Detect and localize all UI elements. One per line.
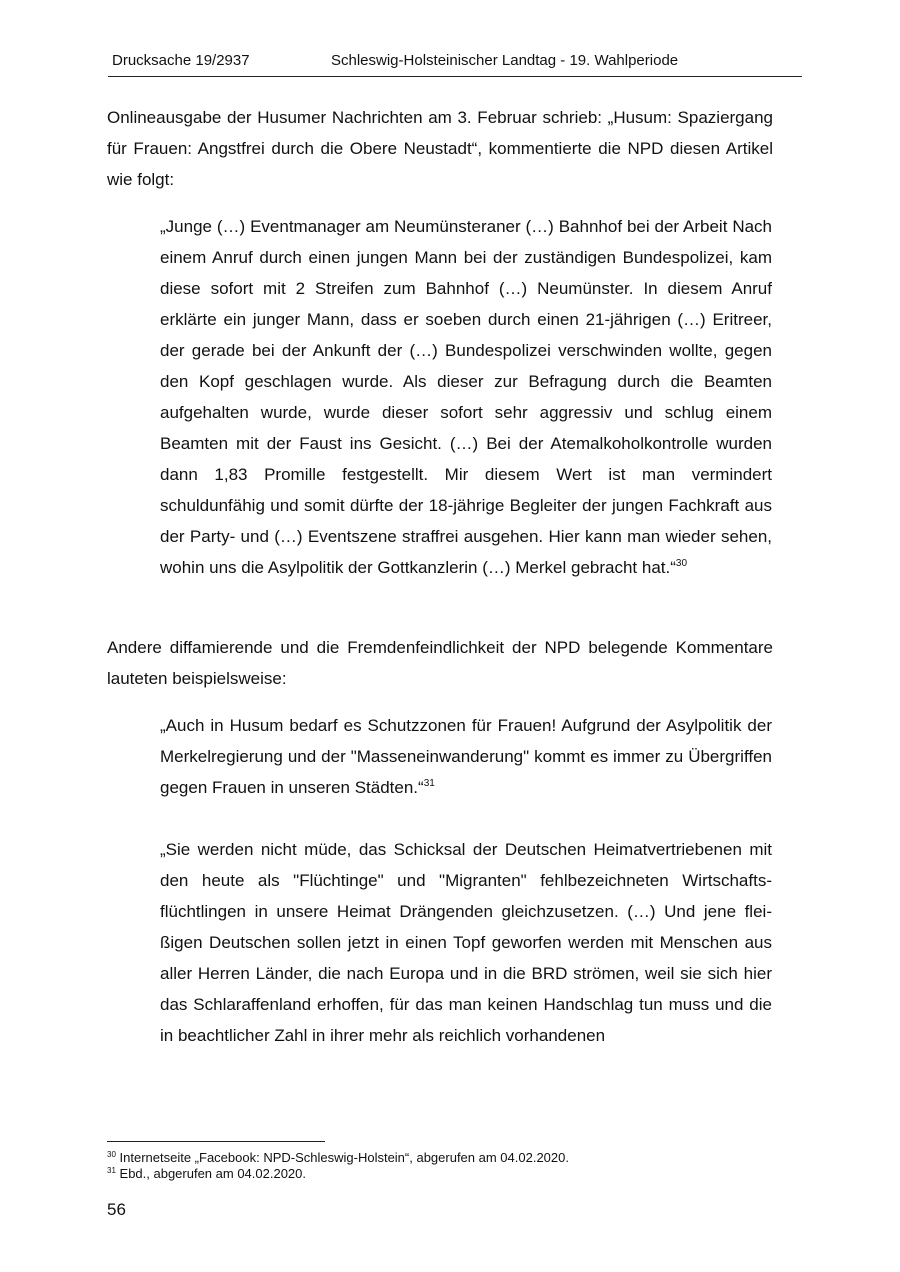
footnote-item (107, 1166, 569, 1182)
intro-paragraph: Onlineausgabe der Husumer Nachrichten am 3. Februar schrieb: „Husum: Spaziergang für Frauen: Angstfrei durch die Obere Neustadt“, kommentierte die NPD diesen Artikel wie folgt: (107, 108, 773, 189)
document-number: Drucksache 19/2937 (112, 52, 250, 69)
parliament-title: Schleswig-Holsteinischer Landtag - 19. Wahlperiode (331, 52, 679, 69)
block-quote-2 (160, 710, 772, 803)
block-quote-1-text: „Junge (…) Eventmanager am Neumünsteraner (…) Bahnhof bei der Arbeit Nach einem Anruf durch einen jungen Mann bei der zuständigen Bundespolizei, kam diese sofort mit 2 Streifen zum Bahnhof (…) Neumünster. In diesem Anruf erklärte ein junger Mann, dass er soeben durch einen 21-jährigen (…) Eritreer, der gerade bei der Ankunft der (…) Bundespolizei verschwinden wollte, gegen den Kopf geschlagen wurde. Als dieser zur Befragung durch die Beamten aufgehalten wurde, wurde dieser sofort sehr aggressiv und schlug einem Beamten mit der Faust ins Gesicht. (…) Bei der Atemalkoholkontrolle wurden dann 1,83 Promille festgestellt. Mir diesem Wert ist man vermindert schuldunfähig und somit dürfte der 18-jährige Begleiter der jungen Fachkraft aus der Party- und (…) Eventszene straffrei ausgehen. Hier kann man wieder sehen, wohin uns die Asylpolitik der Gottkanzlerin (…) Merkel gebracht hat.“ (160, 217, 772, 577)
block-quote-3: „Sie werden nicht müde, das Schicksal der Deutschen Heimatvertriebenen mit den heute als "Flüchtinge" und "Migranten" fehlbezeichneten Wirtschaftsflüchtlingen in unsere Heimat Drängenden gleichzusetzen. (…) Und jene fleißigen Deutschen sollen jetzt in einen Topf geworfen werden mit Menschen aus aller Herren Länder, die nach Europa und in die BRD strömen, weil sie sich hier das Schlaraffenland erhoffen, für das man keinen Handschlag tun muss und die in beachtlicher Zahl in ihrer mehr als reichlich vorhandenen (160, 840, 772, 1045)
footnote-divider (107, 1141, 325, 1142)
footnote-ref-31: 31 (423, 778, 435, 789)
footnote-item (107, 1150, 569, 1166)
transition-paragraph: Andere diffamierende und die Fremdenfeindlichkeit der NPD belegende Kommentare lauteten beispielsweise: (107, 638, 773, 688)
page-header (108, 52, 802, 77)
footnotes (107, 1150, 569, 1182)
footnote-number: 30 (107, 1150, 116, 1159)
footnote-text: Internetseite „Facebook: NPD-Schleswig-Holstein“, abgerufen am 04.02.2020. (115, 1150, 569, 1165)
footnote-ref-30: 30 (675, 558, 688, 569)
footnote-number: 31 (107, 1166, 116, 1175)
block-quote-1 (160, 211, 772, 583)
footnote-text: Ebd., abgerufen am 04.02.2020. (115, 1166, 306, 1181)
block-quote-2-text: „Auch in Husum bedarf es Schutzzonen für Frauen! Aufgrund der Asylpolitik der Merkelregierung und der "Masseneinwanderung" kommt es immer zu Übergriffen gegen Frauen in unseren Städten.“ (160, 716, 772, 797)
page-number: 56 (107, 1200, 126, 1219)
